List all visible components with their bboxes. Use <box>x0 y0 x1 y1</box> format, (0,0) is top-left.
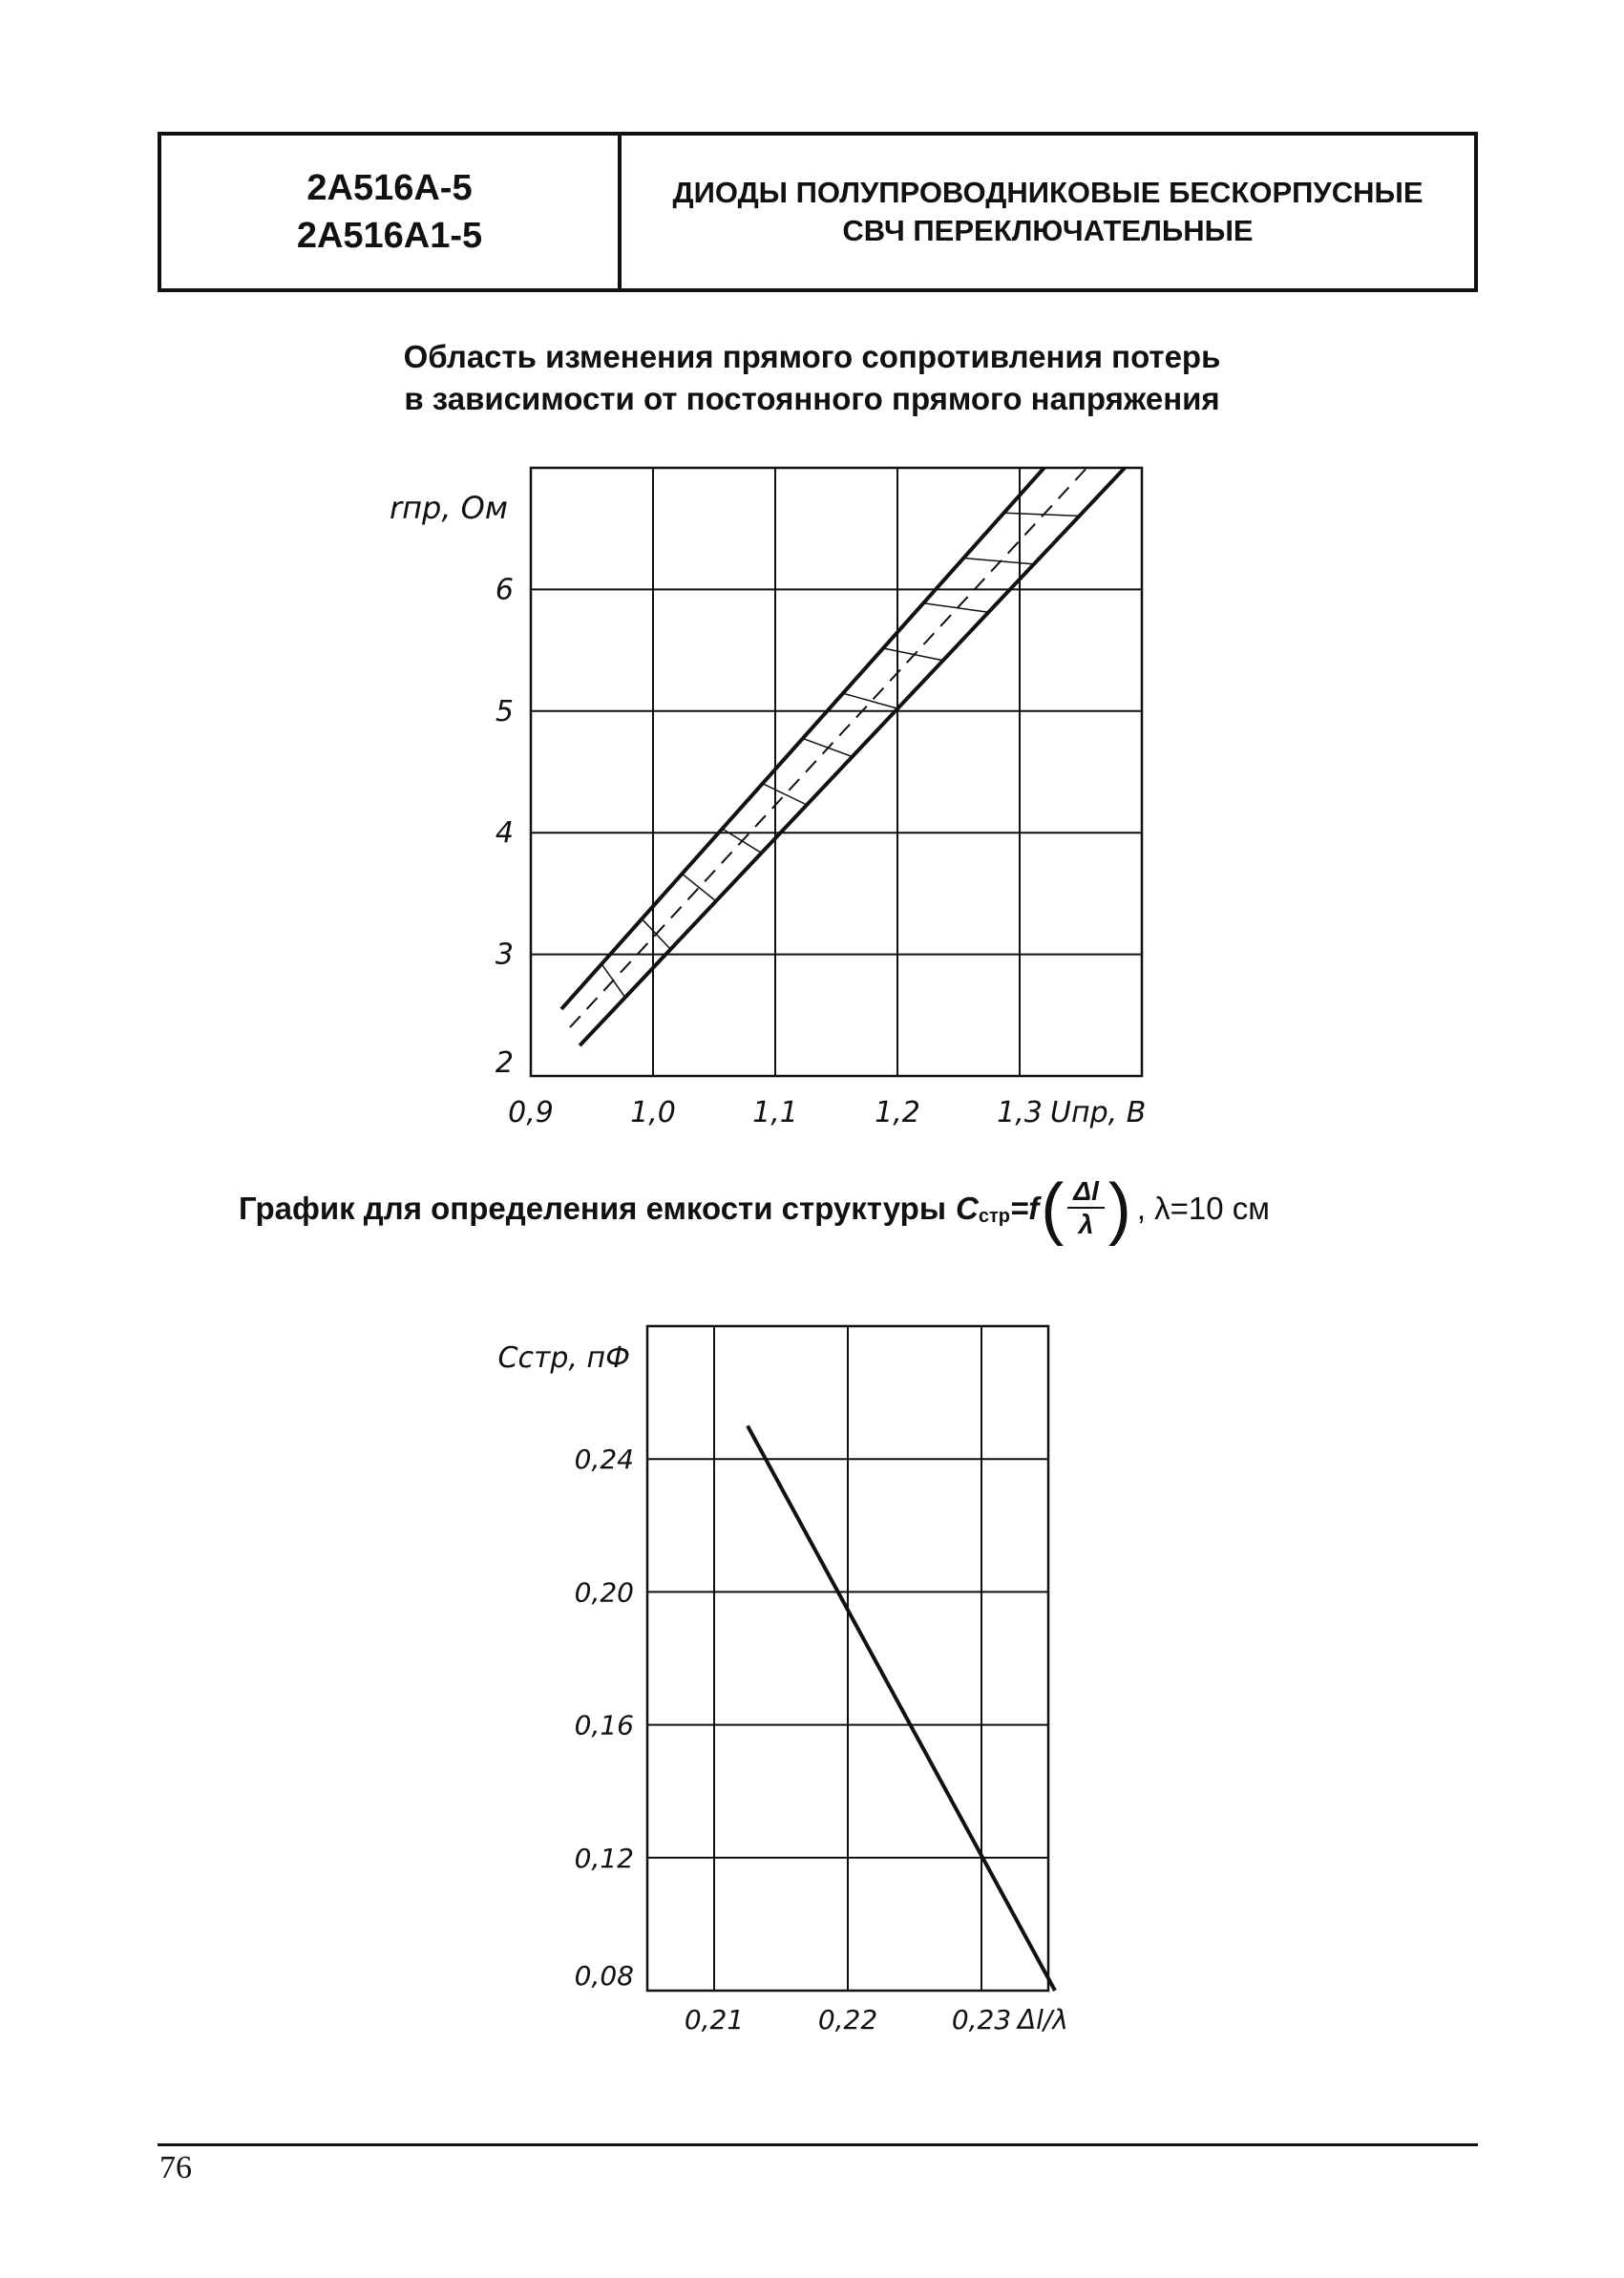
chart2-series <box>748 1425 1055 1991</box>
chart2-y-tick-label: 0,16 <box>574 1709 634 1741</box>
chart1-labels <box>390 490 1146 1129</box>
page-number: 76 <box>159 2150 192 2185</box>
chart2-title-lambda: , λ=10 см <box>1136 1191 1270 1226</box>
chart1-y-axis-label: rпр, Ом <box>389 490 508 526</box>
chart1-y-tick-label: 2 <box>495 1046 514 1080</box>
chart1-series <box>561 468 1125 1045</box>
chart2-title-paren-open: ( <box>1041 1171 1065 1247</box>
chart2-title-frac <box>1067 1176 1105 1241</box>
chart2-y-tick-label: 0,20 <box>574 1576 634 1609</box>
chart1-hatch-tick <box>883 648 943 661</box>
chart1-series-line-2 <box>570 468 1086 1027</box>
chart1-y-tick-label: 4 <box>495 816 514 851</box>
chart2-title-c-subscript: стр <box>978 1205 1011 1227</box>
chart2-x-tick-label: 0,23 <box>951 2004 1012 2035</box>
chart1-y-tick-label: 6 <box>495 573 514 607</box>
header-description-line-1: ДИОДЫ ПОЛУПРОВОДНИКОВЫЕ БЕСКОРПУСНЫЕ <box>672 176 1424 209</box>
chart2-x-tick-label: 0,22 <box>817 2004 878 2035</box>
chart2-title-equals-f: =f <box>1010 1191 1040 1226</box>
chart1-x-tick-label: 1,3 <box>997 1096 1043 1129</box>
chart1-title-line-2: в зависимости от постоянного прямого напряжения <box>404 381 1220 416</box>
chart2-title <box>239 1167 1270 1251</box>
chart1-title-line-1: Область изменения прямого сопротивления потерь <box>403 339 1221 374</box>
chart1-hatch-tick <box>763 784 807 805</box>
chart2-title-fraction <box>1041 1171 1131 1247</box>
chart1-x-axis-label: Uпр, В <box>1050 1096 1147 1129</box>
chart2-y-tick-label: 0,12 <box>574 1842 634 1874</box>
chart2-title-paren-close: ) <box>1107 1171 1131 1247</box>
chart1-x-tick-label: 1,0 <box>630 1096 676 1129</box>
chart1-hatch-tick <box>682 874 716 901</box>
chart2-title-frac-den: λ <box>1078 1210 1094 1239</box>
chart1-series-line-1 <box>561 468 1044 1009</box>
header-description-line-2: СВЧ ПЕРЕКЛЮЧАТЕЛЬНЫЕ <box>842 214 1254 247</box>
chart1-hatch-tick <box>843 693 897 708</box>
header-code-1: 2А516А-5 <box>306 168 473 208</box>
chart2-y-tick-label: 0,24 <box>574 1444 634 1476</box>
chart2-x-tick-label: 0,21 <box>684 2004 745 2035</box>
chart2-labels <box>498 1341 1068 2035</box>
chart2-y-axis-label: Cстр, пФ <box>497 1341 630 1375</box>
chart1-band-hatch <box>601 513 1079 997</box>
chart2-title-prefix: График для определения емкости структуры <box>239 1191 947 1226</box>
chart2-capacitance-plot <box>0 1260 1624 2043</box>
chart1-y-tick-label: 5 <box>495 694 514 728</box>
chart1-x-tick-label: 1,2 <box>875 1096 920 1129</box>
chart2-y-tick-label: 0,08 <box>574 1960 634 1992</box>
chart2-series-line-1 <box>748 1425 1055 1991</box>
chart2-x-axis-label: Δl/λ <box>1018 2004 1068 2035</box>
chart1-x-tick-label: 1,1 <box>752 1096 798 1129</box>
chart1-hatch-tick <box>923 603 988 613</box>
chart2-grid <box>647 1326 1048 1991</box>
chart1-series-line-3 <box>580 468 1125 1045</box>
chart1-y-tick-label: 3 <box>495 938 514 972</box>
chart2-title-frac-num: Δl <box>1067 1176 1105 1209</box>
footer-rule <box>158 2143 1478 2146</box>
header-code-2: 2А516А1-5 <box>296 216 483 256</box>
chart1-x-tick-label: 0,9 <box>508 1096 554 1129</box>
chart2-title-c-symbol: C <box>956 1191 979 1226</box>
